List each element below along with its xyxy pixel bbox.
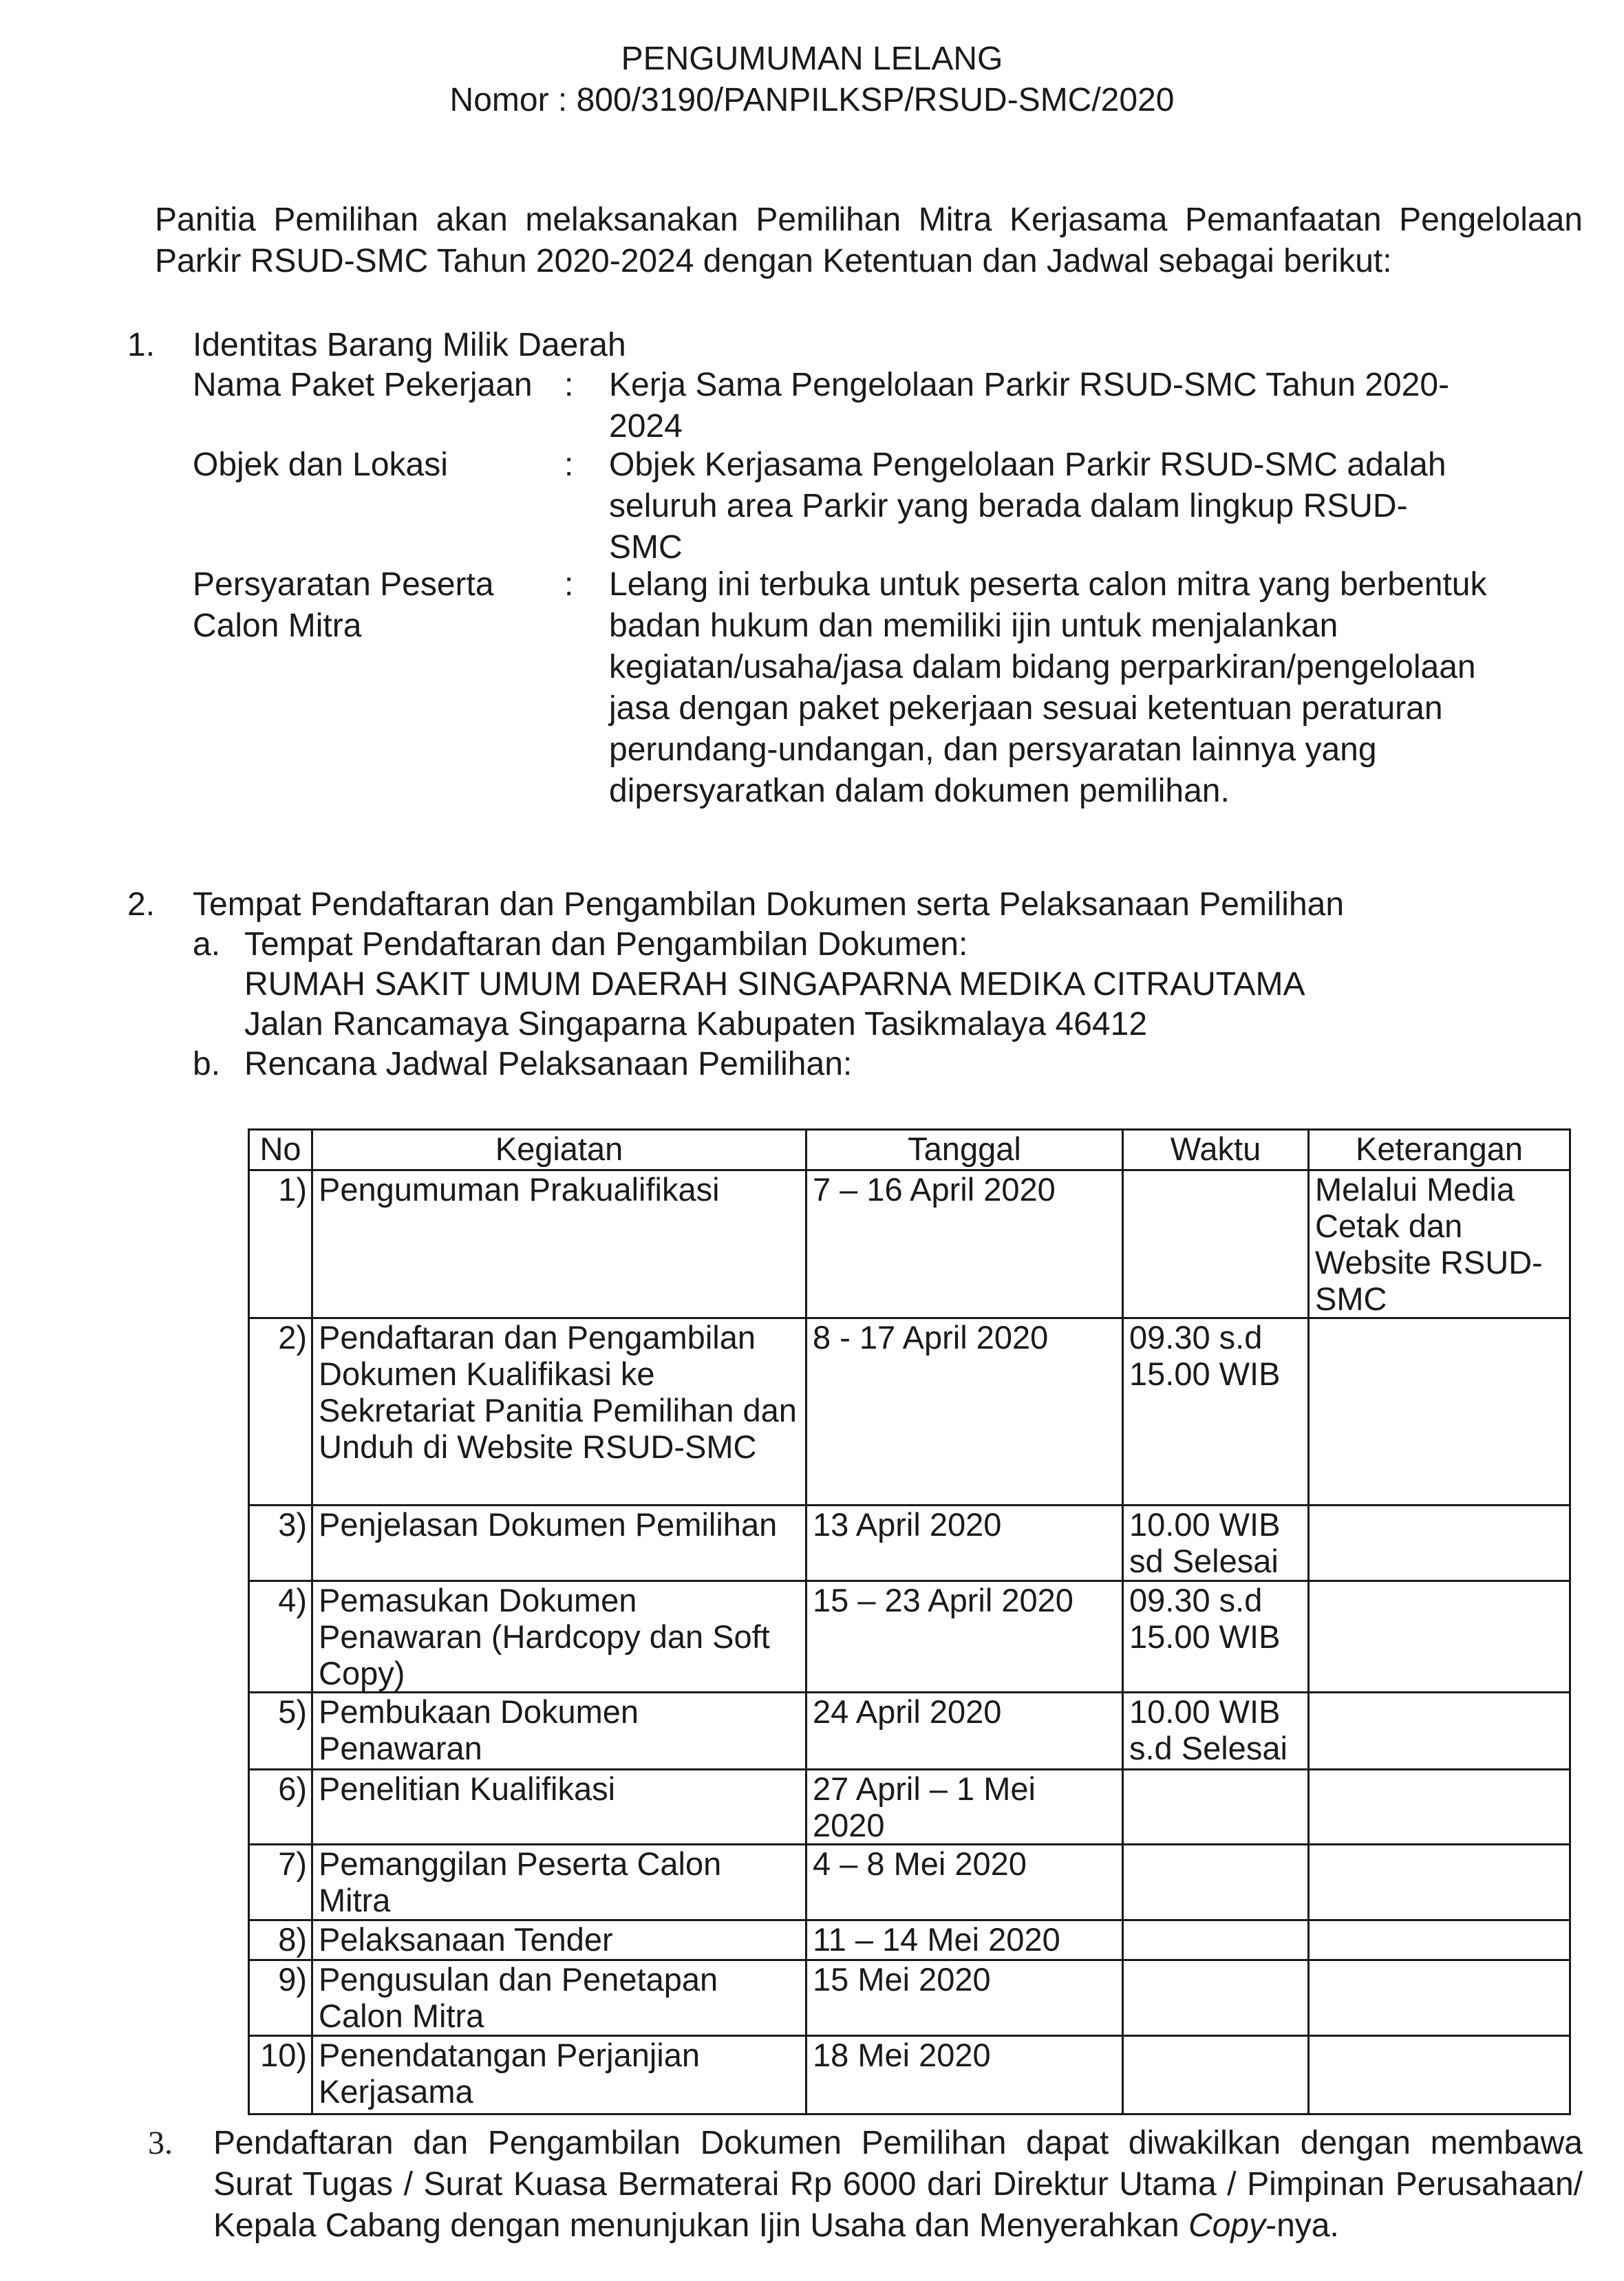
colon-nama-paket: : <box>564 367 574 403</box>
header-keterangan: Keterangan <box>1309 1130 1570 1170</box>
cell-kegiatan: Penendatangan Perjanjian Kerjasama <box>312 2036 806 2114</box>
section-2b-label: b. <box>193 1046 221 1082</box>
document-title: PENGUMUMAN LELANG <box>621 41 1003 77</box>
cell-no: 4) <box>249 1581 312 1693</box>
cell-tanggal: 24 April 2020 <box>806 1693 1123 1770</box>
section-1-title: Identitas Barang Milik Daerah <box>193 327 626 363</box>
cell-tanggal: 8 - 17 April 2020 <box>806 1318 1123 1506</box>
label-objek-lokasi: Objek dan Lokasi <box>193 447 448 483</box>
cell-keterangan <box>1309 1318 1570 1506</box>
table-row <box>249 1318 1570 1506</box>
schedule-table <box>248 1128 1571 2115</box>
colon-persyaratan: : <box>564 566 574 603</box>
cell-waktu <box>1123 1960 1309 2036</box>
section-2-title: Tempat Pendaftaran dan Pengambilan Dokumen serta Pelaksanaan Pemilihan <box>193 886 1345 923</box>
header-no: No <box>249 1130 312 1170</box>
table-row <box>249 1960 1570 2036</box>
cell-tanggal: 11 – 14 Mei 2020 <box>806 1920 1123 1960</box>
cell-keterangan <box>1309 1920 1570 1960</box>
cell-tanggal: 15 – 23 April 2020 <box>806 1581 1123 1693</box>
value-nama-paket: Kerja Sama Pengelolaan Parkir RSUD-SMC Tahun 2020-2024 <box>609 367 1450 445</box>
section-3-italic: Copy <box>1188 2207 1266 2244</box>
header-kegiatan: Kegiatan <box>312 1130 806 1170</box>
cell-tanggal: 7 – 16 April 2020 <box>806 1170 1123 1318</box>
document-number: Nomor : 800/3190/PANPILKSP/RSUD-SMC/2020 <box>449 82 1175 118</box>
section-3-paragraph <box>213 2123 1583 2247</box>
header-waktu: Waktu <box>1123 1130 1309 1170</box>
cell-kegiatan: Pendaftaran dan Pengambilan Dokumen Kualifikasi ke Sekretariat Panitia Pemilihan dan Unduh di Website RSUD-SMC <box>312 1318 806 1506</box>
cell-kegiatan: Pengusulan dan Penetapan Calon Mitra <box>312 1960 806 2036</box>
label-nama-paket: Nama Paket Pekerjaan <box>193 367 533 403</box>
cell-waktu: 10.00 WIB s.d Selesai <box>1123 1693 1309 1770</box>
section-3-number: 3. <box>148 2125 173 2161</box>
cell-waktu <box>1123 2036 1309 2114</box>
cell-keterangan: Melalui Media Cetak dan Website RSUD-SMC <box>1309 1170 1570 1318</box>
section-1-number: 1. <box>127 327 156 363</box>
cell-no: 2) <box>249 1318 312 1506</box>
cell-keterangan <box>1309 1506 1570 1581</box>
cell-kegiatan: Penelitian Kualifikasi <box>312 1770 806 1845</box>
cell-kegiatan: Pembukaan Dokumen Penawaran <box>312 1693 806 1770</box>
intro-text: Panitia Pemilihan akan melaksanakan Pemilihan Mitra Kerjasama Pemanfaatan Pengelolaan Parkir RSUD-SMC Tahun 2020-2024 dengan Ketentuan dan Jadwal sebagai berikut: <box>155 202 1583 279</box>
cell-waktu <box>1123 1845 1309 1920</box>
cell-no: 1) <box>249 1170 312 1318</box>
table-row <box>249 1170 1570 1318</box>
value-persyaratan: Lelang ini terbuka untuk peserta calon mitra yang berbentuk badan hukum dan memiliki ijin untuk menjalankan kegiatan/usaha/jasa dalam bidang perparkiran/pengelolaan jasa dengan paket pekerjaan sesuai ketentuan peraturan perundang-undangan, dan persyaratan lainnya yang dipersyaratkan dalam dokumen pemilihan. <box>609 566 1487 809</box>
table-header-row <box>249 1130 1570 1170</box>
cell-no: 5) <box>249 1693 312 1770</box>
cell-no: 9) <box>249 1960 312 2036</box>
cell-kegiatan: Penjelasan Dokumen Pemilihan <box>312 1506 806 1581</box>
table-row <box>249 1693 1570 1770</box>
cell-waktu <box>1123 1770 1309 1845</box>
cell-waktu: 10.00 WIB sd Selesai <box>1123 1506 1309 1581</box>
cell-no: 7) <box>249 1845 312 1920</box>
section-3-text: Pendaftaran dan Pengambilan Dokumen Pemilihan dapat diwakilkan dengan membawa Surat Tugas / Surat Kuasa Bermaterai Rp 6000 dari Direktur Utama / Pimpinan Perusahaan/ Kepala Cabang dengan menunjukan Ijin Usaha dan Menyerahkan <box>213 2125 1583 2244</box>
cell-tanggal: 13 April 2020 <box>806 1506 1123 1581</box>
cell-keterangan <box>1309 1845 1570 1920</box>
cell-waktu <box>1123 1920 1309 1960</box>
cell-keterangan <box>1309 2036 1570 2114</box>
table-row <box>249 2036 1570 2114</box>
cell-tanggal: 18 Mei 2020 <box>806 2036 1123 2114</box>
cell-no: 8) <box>249 1920 312 1960</box>
hospital-name: RUMAH SAKIT UMUM DAERAH SINGAPARNA MEDIKA CITRAUTAMA <box>244 966 1305 1003</box>
value-objek-lokasi: Objek Kerjasama Pengelolaan Parkir RSUD-SMC adalah seluruh area Parkir yang berada dalam lingkup RSUD-SMC <box>609 447 1446 566</box>
cell-waktu: 09.30 s.d 15.00 WIB <box>1123 1318 1309 1506</box>
cell-no: 10) <box>249 2036 312 2114</box>
section-2a-title: Tempat Pendaftaran dan Pengambilan Dokumen: <box>244 926 968 963</box>
cell-kegiatan: Pelaksanaan Tender <box>312 1920 806 1960</box>
intro-paragraph <box>155 200 1583 282</box>
table-row <box>249 1506 1570 1581</box>
hospital-address: Jalan Rancamaya Singaparna Kabupaten Tasikmalaya 46412 <box>244 1006 1148 1042</box>
cell-kegiatan: Pengumuman Prakualifikasi <box>312 1170 806 1318</box>
label-persyaratan: Persyaratan Peserta Calon Mitra <box>193 566 494 644</box>
cell-waktu <box>1123 1170 1309 1318</box>
table-row <box>249 1770 1570 1845</box>
cell-kegiatan: Pemasukan Dokumen Penawaran (Hardcopy dan Soft Copy) <box>312 1581 806 1693</box>
section-2a-label: a. <box>193 926 221 963</box>
header-tanggal: Tanggal <box>806 1130 1123 1170</box>
cell-tanggal: 15 Mei 2020 <box>806 1960 1123 2036</box>
table-row <box>249 1845 1570 1920</box>
cell-keterangan <box>1309 1693 1570 1770</box>
cell-waktu: 09.30 s.d 15.00 WIB <box>1123 1581 1309 1693</box>
table-row <box>249 1920 1570 1960</box>
cell-kegiatan: Pemanggilan Peserta Calon Mitra <box>312 1845 806 1920</box>
cell-keterangan <box>1309 1581 1570 1693</box>
cell-no: 3) <box>249 1506 312 1581</box>
section-3-text-end: -nya. <box>1265 2207 1339 2244</box>
cell-keterangan <box>1309 1770 1570 1845</box>
cell-tanggal: 4 – 8 Mei 2020 <box>806 1845 1123 1920</box>
section-2b-title: Rencana Jadwal Pelaksanaan Pemilihan: <box>244 1046 853 1082</box>
colon-objek-lokasi: : <box>564 447 574 483</box>
table-row <box>249 1581 1570 1693</box>
cell-tanggal: 27 April – 1 Mei 2020 <box>806 1770 1123 1845</box>
section-2-number: 2. <box>127 886 156 923</box>
cell-no: 6) <box>249 1770 312 1845</box>
cell-keterangan <box>1309 1960 1570 2036</box>
